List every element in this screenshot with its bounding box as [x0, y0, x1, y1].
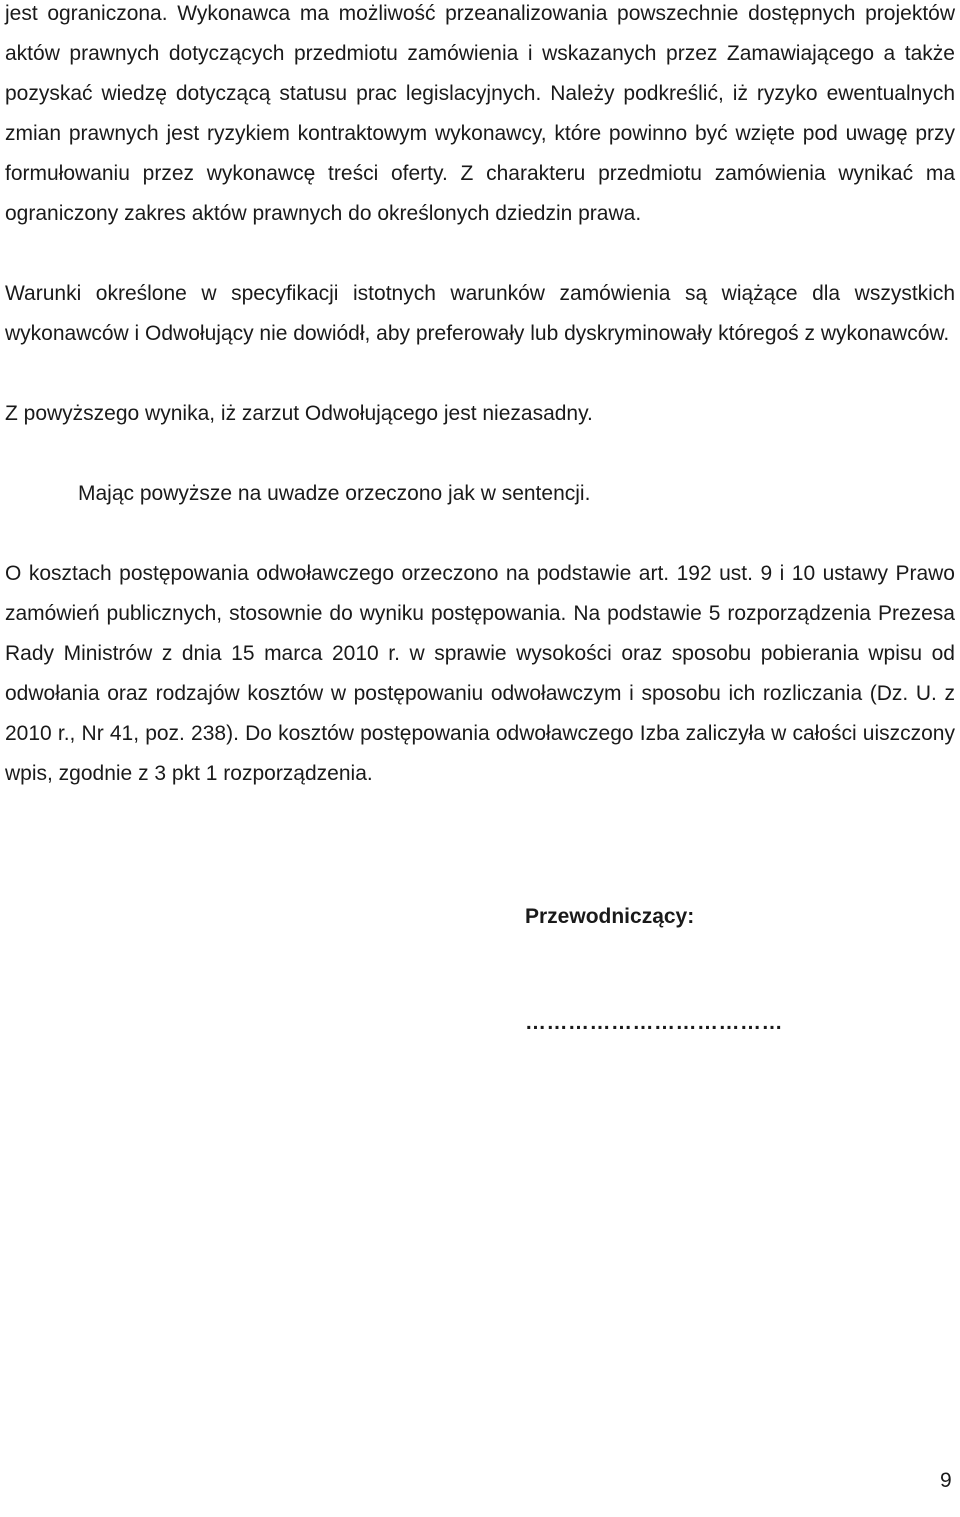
signature-line: ……………………………… [525, 1011, 783, 1034]
signature-title: Przewodniczący: [525, 905, 695, 928]
paragraph-ruling: Mając powyższe na uwadze orzeczono jak w sentencji. [78, 482, 591, 505]
paragraph-conclusion: Z powyższego wynika, iż zarzut Odwołującego jest niezasadny. [5, 402, 593, 425]
paragraph-costs: O kosztach postępowania odwoławczego orzeczono na podstawie art. 192 ust. 9 i 10 ustawy Prawo zamówień publicznych, stosownie do wyniku postępowania. Na podstawie 5 rozporządzenia Prezesa Rady Ministrów z dnia 15 marca 2010 r. w sprawie wysokości oraz sposobu pobierania wpisu od odwołania oraz rodzajów kosztów w postępowaniu odwoławczym i sposobu ich rozliczania (Dz. U. z 2010 r., Nr 41, poz. 238). Do kosztów postępowania odwoławczego Izba zaliczyła w całości uiszczony wpis, zgodnie z 3 pkt 1 rozporządzenia. [5, 562, 955, 785]
paragraph-legislation-risk: jest ograniczona. Wykonawca ma możliwość przeanalizowania powszechnie dostępnych projektów aktów prawnych dotyczących przedmiotu zamówienia i wskazanych przez Zamawiającego a także pozyskać wiedzę dotyczącą statusu prac legislacyjnych. Należy podkreślić, iż ryzyko ewentualnych zmian prawnych jest ryzykiem kontraktowym wykonawcy, które powinno być wzięte pod uwagę przy formułowaniu przez wykonawcę treści oferty. Z charakteru przedmiotu zamówienia wynikać ma ograniczony zakres aktów prawnych do określonych dziedzin prawa. [5, 2, 955, 225]
page-number: 9 [940, 1469, 952, 1492]
paragraph-siwz-conditions: Warunki określone w specyfikacji istotnych warunków zamówienia są wiążące dla wszystkich wykonawców i Odwołujący nie dowiódł, aby preferowały lub dyskryminowały któregoś z wykonawców. [5, 282, 955, 345]
